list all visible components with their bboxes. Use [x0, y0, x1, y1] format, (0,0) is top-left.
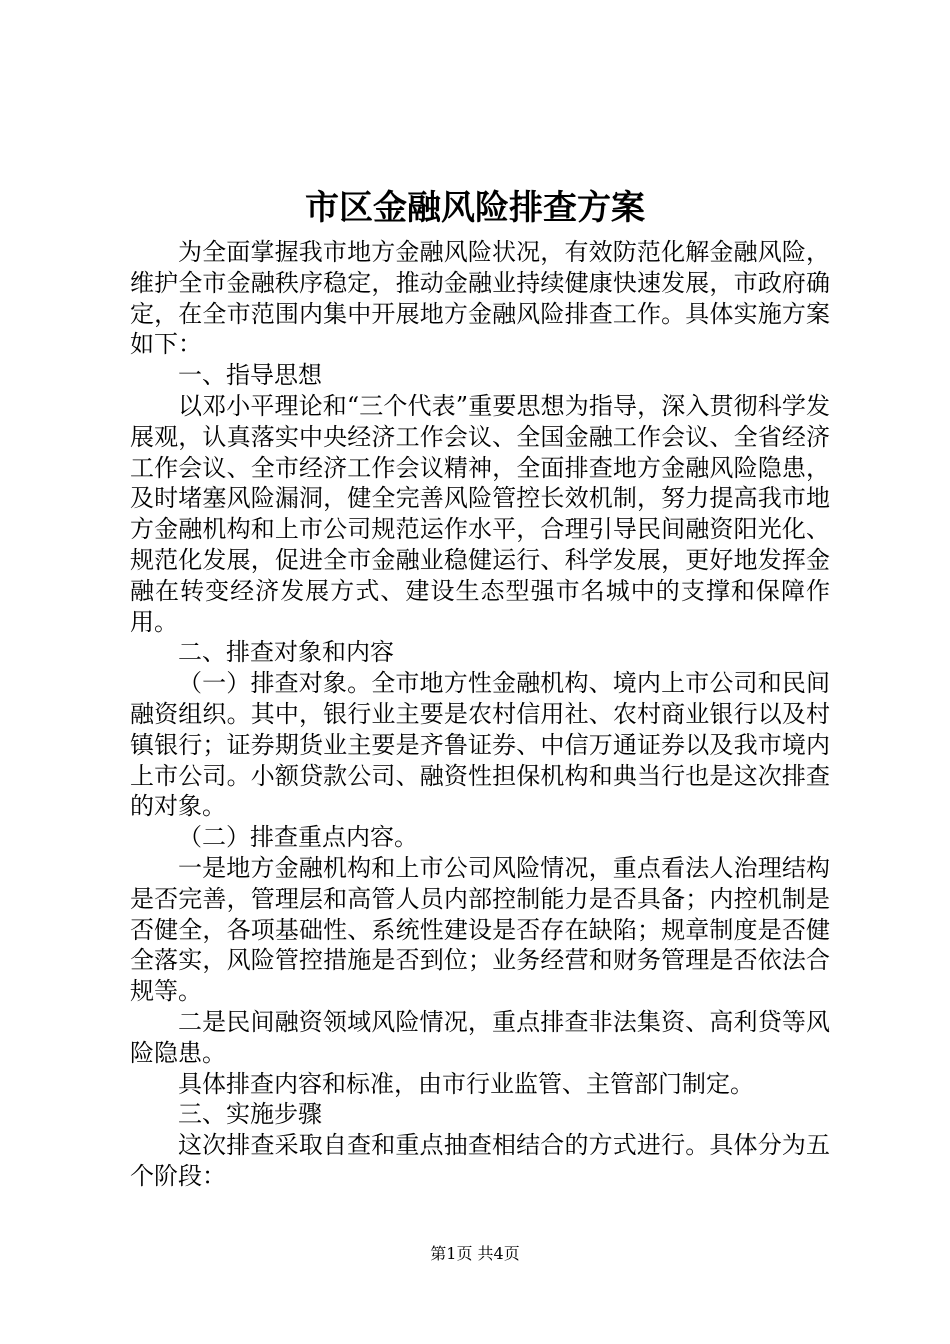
paragraph-key-content-2: 二是民间融资领域风险情况，重点排查非法集资、高利贷等风险隐患。 [130, 1007, 830, 1067]
document-title: 市区金融风险排查方案 [305, 188, 645, 228]
paragraph-key-content-1: 一是地方金融机构和上市公司风险情况，重点看法人治理结构是否完善，管理层和高管人员内部控制能力是否具备；内控机制是否健全，各项基础性、系统性建设是否存在缺陷；规章制度是否健全落实，风险管控措施是否到位；业务经营和财务管理是否依法合规等。 [130, 853, 830, 1006]
paragraph-guiding-ideology: 以邓小平理论和“三个代表”重要思想为指导，深入贯彻科学发展观，认真落实中央经济工作会议、全国金融工作会议、全省经济工作会议、全市经济工作会议精神，全面排查地方金融风险隐患，及时堵塞风险漏洞，健全完善风险管控长效机制，努力提高我市地方金融机构和上市公司规范运作水平，合理引导民间融资阳光化、规范化发展，促进全市金融业稳健运行、科学发展，更好地发挥金融在转变经济发展方式、建设生态型强市名城中的支撑和保障作用。 [130, 391, 830, 636]
section-heading-targets-content: 二、排查对象和内容 [178, 638, 394, 667]
document-body [130, 237, 830, 1192]
paragraph-intro: 为全面掌握我市地方金融风险状况，有效防范化解金融风险，维护全市金融秩序稳定，推动金融业持续健康快速发展，市政府确定，在全市范围内集中开展地方金融风险排查工作。具体实施方案如下： [130, 238, 830, 359]
paragraph-targets: （一）排查对象。全市地方性金融机构、境内上市公司和民间融资组织。其中，银行业主要是农村信用社、农村商业银行以及村镇银行；证券期货业主要是齐鲁证券、中信万通证券以及我市境内上市公司。小额贷款公司、融资性担保机构和典当行也是这次排查的对象。 [130, 669, 830, 821]
paragraph-standards: 具体排查内容和标准，由市行业监管、主管部门制定。 [178, 1069, 754, 1098]
section-heading-guiding-ideology: 一、指导思想 [178, 361, 322, 390]
page-number-footer: 第1页 共4页 [430, 1244, 520, 1263]
subheading-key-content: （二）排查重点内容。 [178, 823, 418, 852]
paragraph-steps: 这次排查采取自查和重点抽查相结合的方式进行。具体分为五个阶段： [130, 1131, 830, 1190]
section-heading-steps: 三、实施步骤 [178, 1100, 322, 1129]
